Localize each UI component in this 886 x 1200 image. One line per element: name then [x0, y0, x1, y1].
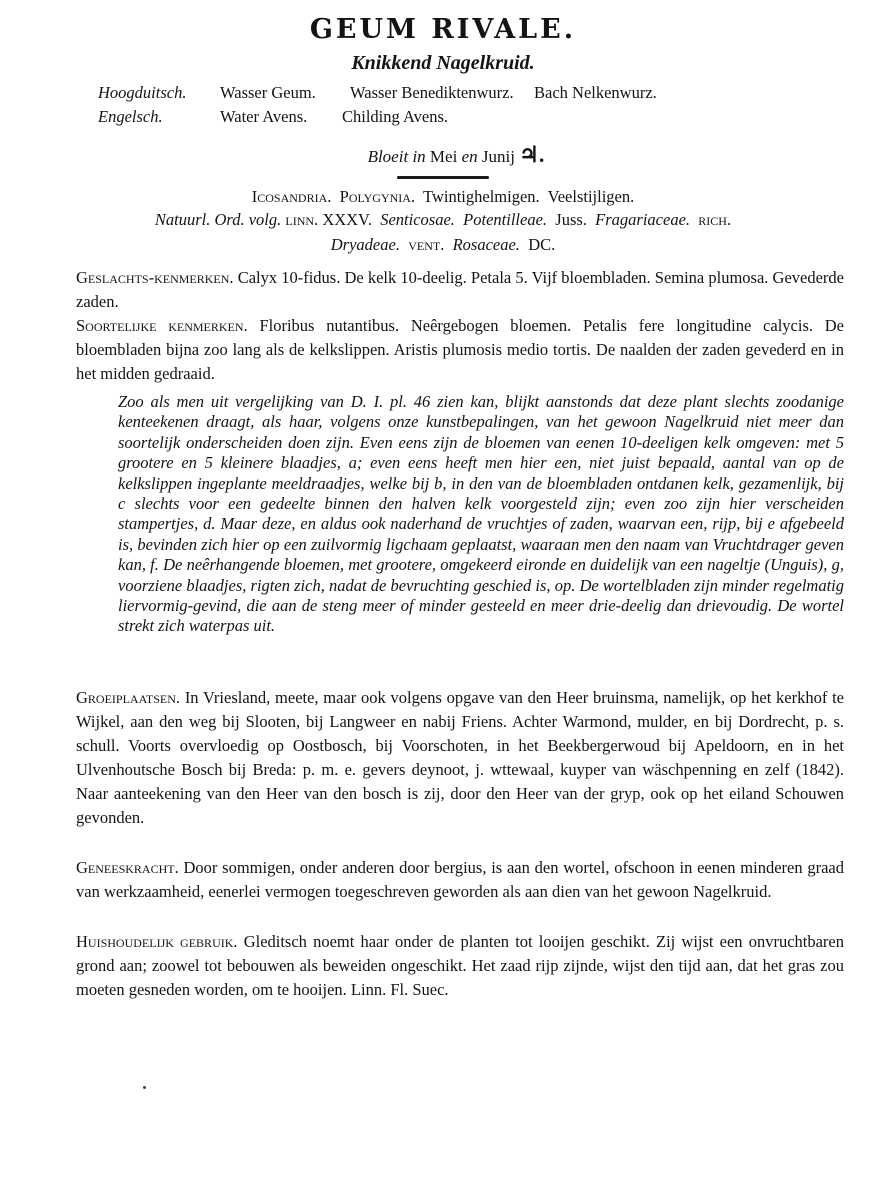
vernacular-name: Water Avens. — [220, 107, 308, 126]
author-abbrev: DC. — [528, 235, 556, 254]
bloom-word: Bloeit — [367, 147, 409, 166]
class-dutch: Twintighelmigen. — [423, 187, 540, 206]
natural-order-line-2 — [0, 235, 886, 255]
genus-characters — [76, 266, 844, 314]
section-text: Door sommigen, onder anderen door bergius, is aan den wortel, ofschoon in eenen minderen graad van werkzaamheid, eenerlei vermogen toegeschreven geworden als aan dien van het gewoon Nagelkruid. — [76, 858, 845, 901]
section-label: Groeiplaatsen. — [76, 688, 181, 707]
medicinal-properties — [76, 856, 844, 904]
vernacular-language: Hoogduitsch. — [98, 83, 187, 102]
bloom-month: Mei — [429, 147, 458, 166]
class-name: Icosandria. — [251, 187, 332, 206]
paper-speck — [143, 1086, 146, 1089]
natural-order-label: Natuurl. Ord. volg. — [154, 210, 282, 229]
habitats — [76, 686, 844, 830]
linnaean-classification — [0, 187, 886, 207]
section-label: Geneeskracht. — [76, 858, 179, 877]
section-text: Gleditsch noemt haar onder de planten tot looijen geschikt. Zij wijst een onvruchtbaren grond aan; zoowel tot bebouwen als beweiden ongeschikt. Het zaad rijp zijnde, wijst den tijd aan, dat het gras zou moeten gesneden worden, om te hooijen. Linn. Fl. Suec. — [76, 932, 844, 999]
natural-order-line — [0, 210, 886, 230]
species-characters — [76, 314, 844, 386]
divider-rule — [397, 176, 489, 179]
vernacular-name: Childing Avens. — [342, 107, 449, 126]
bloom-word: en — [461, 147, 478, 166]
vernacular-name: Wasser Benediktenwurz. — [350, 83, 514, 102]
bloom-word: in — [412, 147, 426, 166]
family-name: Rosaceae. — [452, 235, 520, 254]
author-abbrev: Juss. — [555, 210, 587, 229]
order-number: XXXV. — [322, 210, 372, 229]
author-abbrev: rich. — [698, 210, 732, 229]
description-paragraph: Zoo als men uit vergelijking van D. I. pl. 46 zien kan, blijkt aanstonds dat deze plant slechts zoodanige kenteekenen draagt, als haar, volgens onze kunstbepalingen, van het gewoon Nagelkruid niet meer dan soortelijk onderscheiden doen zijn. Even eens zijn de bloemen van eenen 10-deeligen kelk omgeven: met 5 grootere en 5 kleinere blaadjes, a; even eens heeft men hier een, niet juist bepaald, aantal van op de kelkslippen ingeplante meeldraadjes, welke bij b, in den van de bloembladen ontdanen kelk, gezamenlijk, bij c slechts voor een gedeelte binnen den halven kelk voorgesteld zijn; even zoo zijn hier verscheiden stampertjes, d. Maar deze, en aldus ook naderhand de vruchtjes of zaden, waarvan een, rijp, bij e afgebeeld is, bevinden zich hier op een zuilvormig ligchaam geplaatst, waaraan men den naam van Vruchtdrager geven kan, f. De neêrhangende bloemen, met grootere, omgekeerd eironde en duidelijk van een nageltje (Unguis), g, voorziene blaadjes, rigten zich, nadat de bevruchting geschied is, op. De wortelbladen zijn minder regelmatig liervormig-gevind, die aan de steng meer of minder gesteeld en meer drie-deelig dan drievoudig. De wortel strekt zich waterpas uit. — [118, 392, 844, 636]
tribe-name: Potentilleae. — [463, 210, 548, 229]
author-abbrev: linn. — [285, 210, 319, 229]
section-text: In Vriesland, meete, maar ook volgens opgave van den Heer bruinsma, namelijk, op het kerkhof te Wijkel, aan den weg bij Slooten, bij Langweer en nabij Friens. Achter Warmond, mulder, en bij Dordrecht, p. s. schull. Voorts overvloedig op Oostbosch, bij Voorschoten, in het Beekbergerwoud bij Apeldoorn, en in het Ulvenhoutsche Bosch bij Breda: p. m. e. gevers deynoot, j. wttewaal, kuyper van wäschpenning en zelf (1842). Naar aanteekening van den Heer van den bosch is zij, door den Heer van der gryp, ook op het eiland Schouwen gevonden. — [76, 688, 845, 827]
perennial-symbol: ♃. — [519, 142, 545, 167]
page-subtitle: Knikkend Nagelkruid. — [351, 52, 535, 74]
family-name: Fragariaceae. — [595, 210, 691, 229]
household-use — [76, 930, 844, 1002]
section-label: Geslachts-kenmerken. — [76, 268, 234, 287]
vernacular-language: Engelsch. — [98, 107, 163, 126]
section-text: Floribus nutantibus. Neêrgebogen bloemen. Petalis fere longitudine calycis. De bloembladen bijna zoo lang als de kelkslippen. Aristis plumosis medio tortis. De naalden der zaden gevederd en in het midden gedraaid. — [76, 316, 844, 383]
order-name: Polygynia. — [339, 187, 416, 206]
author-abbrev: vent. — [408, 235, 445, 254]
vernacular-name: Wasser Geum. — [220, 83, 316, 102]
section-text: Calyx 10-fidus. De kelk 10-deelig. Petala 5. Vijf bloembladen. Semina plumosa. Gevederde zaden. — [76, 268, 845, 311]
section-label: Huishoudelijk gebruik. — [76, 932, 238, 951]
order-name: Senticosae. — [380, 210, 455, 229]
vernacular-name: Bach Nelkenwurz. — [534, 83, 657, 102]
bloom-month: Junij — [481, 147, 515, 166]
order-dutch: Veelstijligen. — [547, 187, 635, 206]
tribe-name: Dryadeae. — [330, 235, 400, 254]
section-label: Soortelijke kenmerken. — [76, 316, 248, 335]
page-title: GEUM RIVALE. — [309, 14, 577, 45]
bloom-period — [0, 142, 886, 168]
